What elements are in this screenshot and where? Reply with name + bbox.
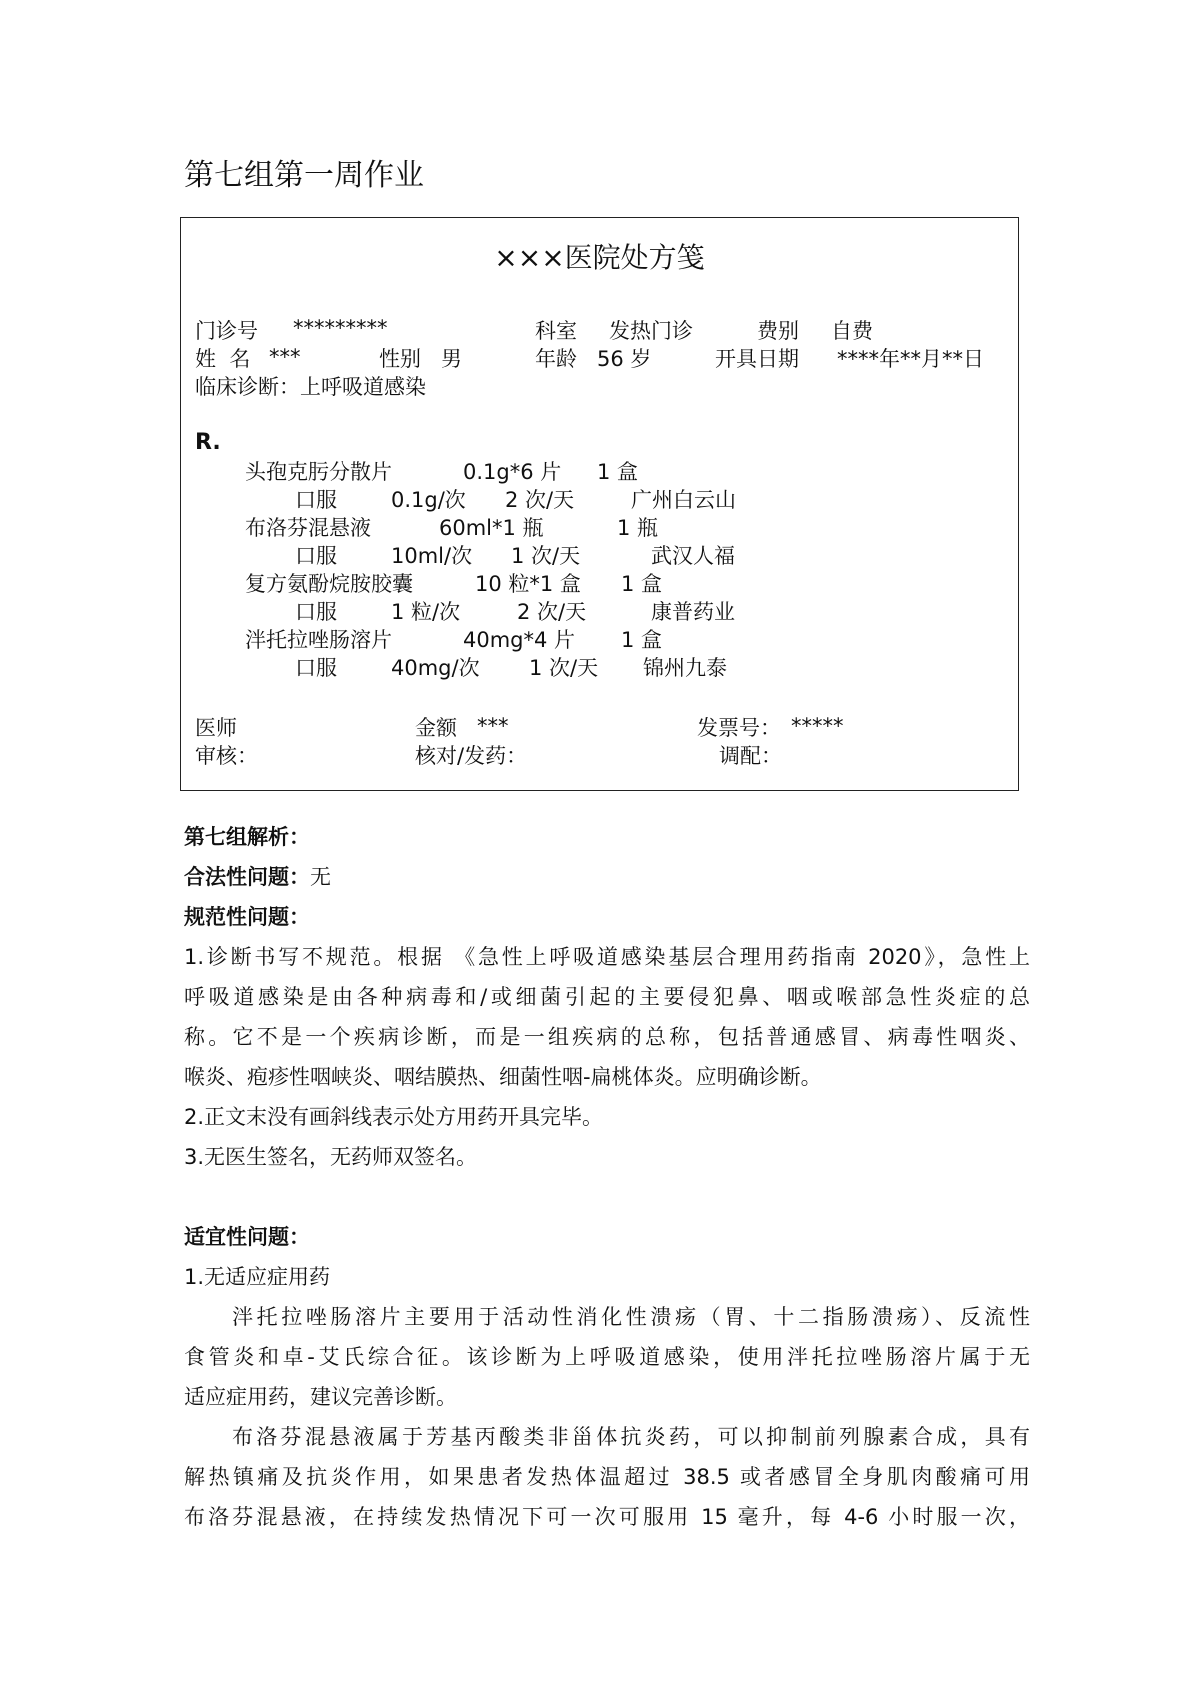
department-label: 科室	[535, 319, 577, 343]
legality-line	[184, 863, 331, 891]
rx-symbol: R.	[195, 430, 221, 455]
drug-route: 口服	[295, 544, 337, 568]
amount-label: 金额	[415, 716, 457, 740]
legality-value: 无	[310, 865, 331, 889]
check-dispense-label: 核对/发药：	[415, 744, 528, 768]
age-label: 年龄	[535, 347, 577, 371]
outpatient-no-value: *********	[293, 316, 388, 340]
standard-line: 1.诊断书写不规范。根据 《急性上呼吸道感染基层合理用药指南 2020》，急性上	[184, 945, 1030, 969]
name-value: ***	[269, 345, 301, 369]
drug-frequency: 2 次/天	[505, 488, 575, 512]
drug-dose: 0.1g/次	[391, 488, 466, 512]
fee-type-label: 费别	[757, 319, 799, 343]
amount-value: ***	[477, 714, 509, 738]
ibuprofen-para-line: 布洛芬混悬液，在持续发热情况下可一次可服用 15 毫升，每 4-6 小时服一次，	[184, 1505, 1030, 1529]
drug-name: 头孢克肟分散片	[245, 460, 392, 484]
drug-spec: 10 粒*1 盒	[475, 572, 581, 596]
name-label: 姓 名	[195, 347, 251, 371]
analysis-section	[184, 0, 1030, 1696]
ibuprofen-para-line: 解热镇痛及抗炎作用，如果患者发热体温超过 38.5 或者感冒全身肌肉酸痛可用	[184, 1465, 1030, 1489]
review-label: 审核：	[195, 744, 258, 768]
standard-line: 称。它不是一个疾病诊断，而是一组疾病的总称，包括普通感冒、病毒性咽炎、	[184, 1025, 1030, 1049]
drug-dose: 40mg/次	[391, 656, 480, 680]
drug-maker: 锦州九泰	[643, 656, 727, 680]
drug-dose: 1 粒/次	[391, 600, 461, 624]
drug-maker: 康普药业	[651, 600, 735, 624]
drug-maker: 武汉人福	[651, 544, 735, 568]
drug-maker: 广州白云山	[631, 488, 736, 512]
document-title: 第七组第一周作业	[184, 158, 424, 193]
drug-frequency: 1 次/天	[511, 544, 581, 568]
drug-name: 布洛芬混悬液	[245, 516, 371, 540]
prescription-title: ×××医院处方笺	[494, 241, 705, 274]
drug-frequency: 1 次/天	[529, 656, 599, 680]
drug-qty: 1 瓶	[617, 516, 659, 540]
gender-value: 男	[441, 347, 462, 371]
age-value: 56 岁	[597, 347, 652, 371]
drug-qty: 1 盒	[621, 572, 663, 596]
drug-qty: 1 盒	[621, 628, 663, 652]
gender-label: 性别	[379, 347, 421, 371]
drug-name: 复方氨酚烷胺胶囊	[245, 572, 413, 596]
drug-route: 口服	[295, 488, 337, 512]
standard-line: 喉炎、疱疹性咽峡炎、咽结膜热、细菌性咽-扁桃体炎。应明确诊断。	[184, 1065, 822, 1089]
suitability-item: 1.无适应症用药	[184, 1265, 331, 1289]
pantoprazole-para-line: 适应症用药，建议完善诊断。	[184, 1385, 457, 1409]
invoice-label: 发票号：	[697, 716, 781, 740]
ibuprofen-para-line: 布洛芬混悬液属于芳基丙酸类非甾体抗炎药，可以抑制前列腺素合成，具有	[232, 1425, 1030, 1449]
fee-type-value: 自费	[831, 319, 873, 343]
legality-label: 合法性问题：	[184, 865, 310, 889]
drug-route: 口服	[295, 656, 337, 680]
drug-spec: 60ml*1 瓶	[439, 516, 544, 540]
standard-line: 3.无医生签名，无药师双签名。	[184, 1145, 478, 1169]
clinical-diagnosis: 临床诊断：上呼吸道感染	[195, 375, 426, 399]
drug-spec: 40mg*4 片	[463, 628, 576, 652]
pantoprazole-para-line: 食管炎和卓-艾氏综合征。该诊断为上呼吸道感染，使用泮托拉唑肠溶片属于无	[184, 1345, 1030, 1369]
standard-heading: 规范性问题：	[184, 905, 310, 929]
standard-line: 呼吸道感染是由各种病毒和/或细菌引起的主要侵犯鼻、咽或喉部急性炎症的总	[184, 985, 1030, 1009]
compound-label: 调配：	[719, 744, 782, 768]
doctor-label: 医师	[195, 716, 237, 740]
drug-frequency: 2 次/天	[517, 600, 587, 624]
drug-name: 泮托拉唑肠溶片	[245, 628, 392, 652]
date-value: ****年**月**日	[837, 347, 984, 371]
date-label: 开具日期	[715, 347, 799, 371]
suitability-heading: 适宜性问题：	[184, 1225, 310, 1249]
standard-line: 2.正文末没有画斜线表示处方用药开具完毕。	[184, 1105, 604, 1129]
drug-qty: 1 盒	[597, 460, 639, 484]
department-value: 发热门诊	[609, 319, 693, 343]
invoice-value: *****	[791, 714, 844, 738]
outpatient-no-label: 门诊号	[195, 319, 258, 343]
drug-spec: 0.1g*6 片	[463, 460, 562, 484]
analysis-heading: 第七组解析：	[184, 825, 310, 849]
drug-dose: 10ml/次	[391, 544, 473, 568]
drug-route: 口服	[295, 600, 337, 624]
pantoprazole-para-line: 泮托拉唑肠溶片主要用于活动性消化性溃疡（胃、十二指肠溃疡）、反流性	[232, 1305, 1030, 1329]
